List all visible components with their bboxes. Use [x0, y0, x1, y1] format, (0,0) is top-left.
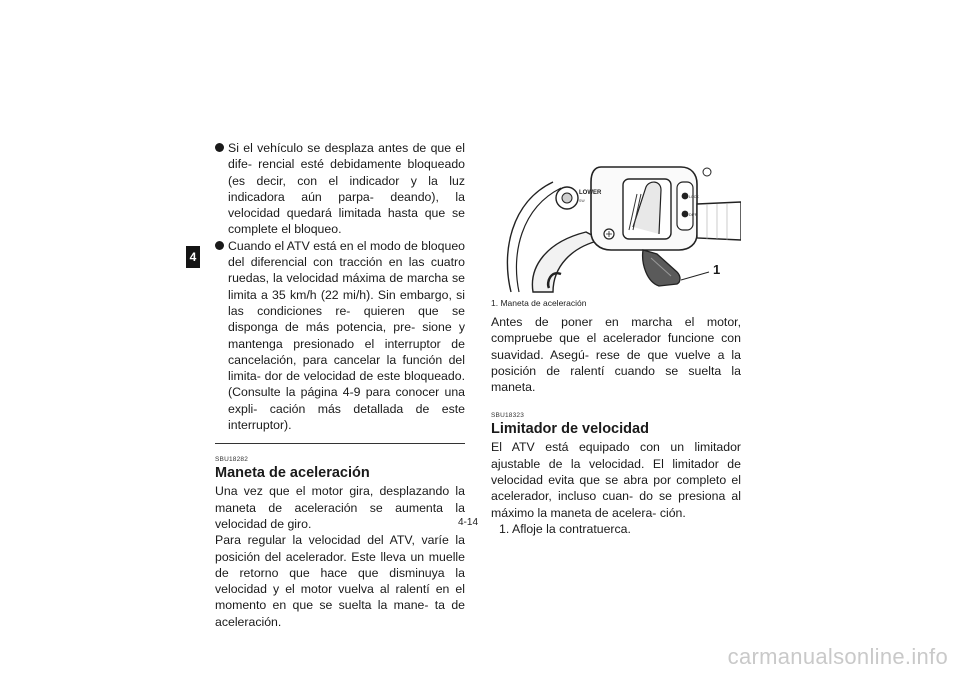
bullet-icon — [215, 143, 224, 152]
paragraph: El ATV está equipado con un limitador ajustable de la velocidad. El limitador de velocidad evita que se abra por completo el acelerador, incluso cuan- do se presiona al máximo la maneta de acelera- ción. — [491, 440, 741, 520]
small-label: SW — [579, 199, 585, 203]
handlebar-illustration — [491, 142, 741, 294]
figure-callout: 1 — [713, 262, 721, 277]
watermark-link[interactable]: carmanualsonline.info — [727, 644, 948, 669]
left-column — [215, 140, 465, 630]
spacer — [491, 403, 741, 404]
page-number: 4-14 — [458, 517, 479, 528]
bullet-text: Si el vehículo se desplaza antes de que el dife- rencial esté debidamente bloqueado (es decir, con el indicador y la luz indicadora aún parpa- deando), la velocidad quedará limitada hasta que se complete el bloqueo. — [228, 141, 465, 237]
button-label-top: LOCK — [689, 195, 699, 199]
lower-label: LOWER — [579, 190, 602, 196]
paragraph: Para regular la velocidad del ATV, varíe la posición del acelerador. Este lleva un muelle de retorno que hace que disminuya la velocidad y el motor vuelva al ralentí en el momento en que se suelta la mane- ta de aceleración. — [215, 533, 465, 629]
chapter-tab: 4 — [186, 246, 200, 268]
step-item: 1. Afloje la contratuerca. — [499, 521, 631, 536]
bullet-text: Cuando el ATV está en el modo de bloqueo del diferencial con tracción en las cuatro ruedas, la velocidad máxima de marcha se limita a 35 km/h (22 mi/h). Sin embargo, si las condiciones re- quieren que se disponga de más potencia, pre- sione y mantenga presionado el interruptor de cancelación, para cancelar la función del limita- dor de velocidad de este bloqueado. (Consulte la página 4-9 para conocer una expli- cación más detallada de este interruptor). — [228, 238, 465, 433]
section-code: SBU18282 — [215, 456, 249, 464]
paragraph: Antes de poner en marcha el motor, compruebe que el acelerador funcione con suavidad. Asegú- rese de que vuelve a la posición de ralentí cuando se suelta la maneta. — [491, 315, 741, 395]
bullet-icon — [215, 241, 224, 250]
section-code: SBU18323 — [491, 412, 525, 420]
throttle-figure — [491, 142, 741, 294]
section-title: Maneta de aceleración — [215, 465, 370, 482]
figure-caption: 1. Maneta de aceleración — [491, 298, 587, 308]
section-divider — [215, 443, 465, 444]
section-title: Limitador de velocidad — [491, 421, 649, 438]
right-column — [491, 142, 741, 537]
paragraph: Una vez que el motor gira, desplazando la maneta de aceleración se aumenta la velocidad de giro. — [215, 484, 465, 531]
button-label-bottom: DIFF — [689, 213, 697, 217]
bullet-item — [215, 140, 465, 238]
bullet-item — [215, 238, 465, 434]
